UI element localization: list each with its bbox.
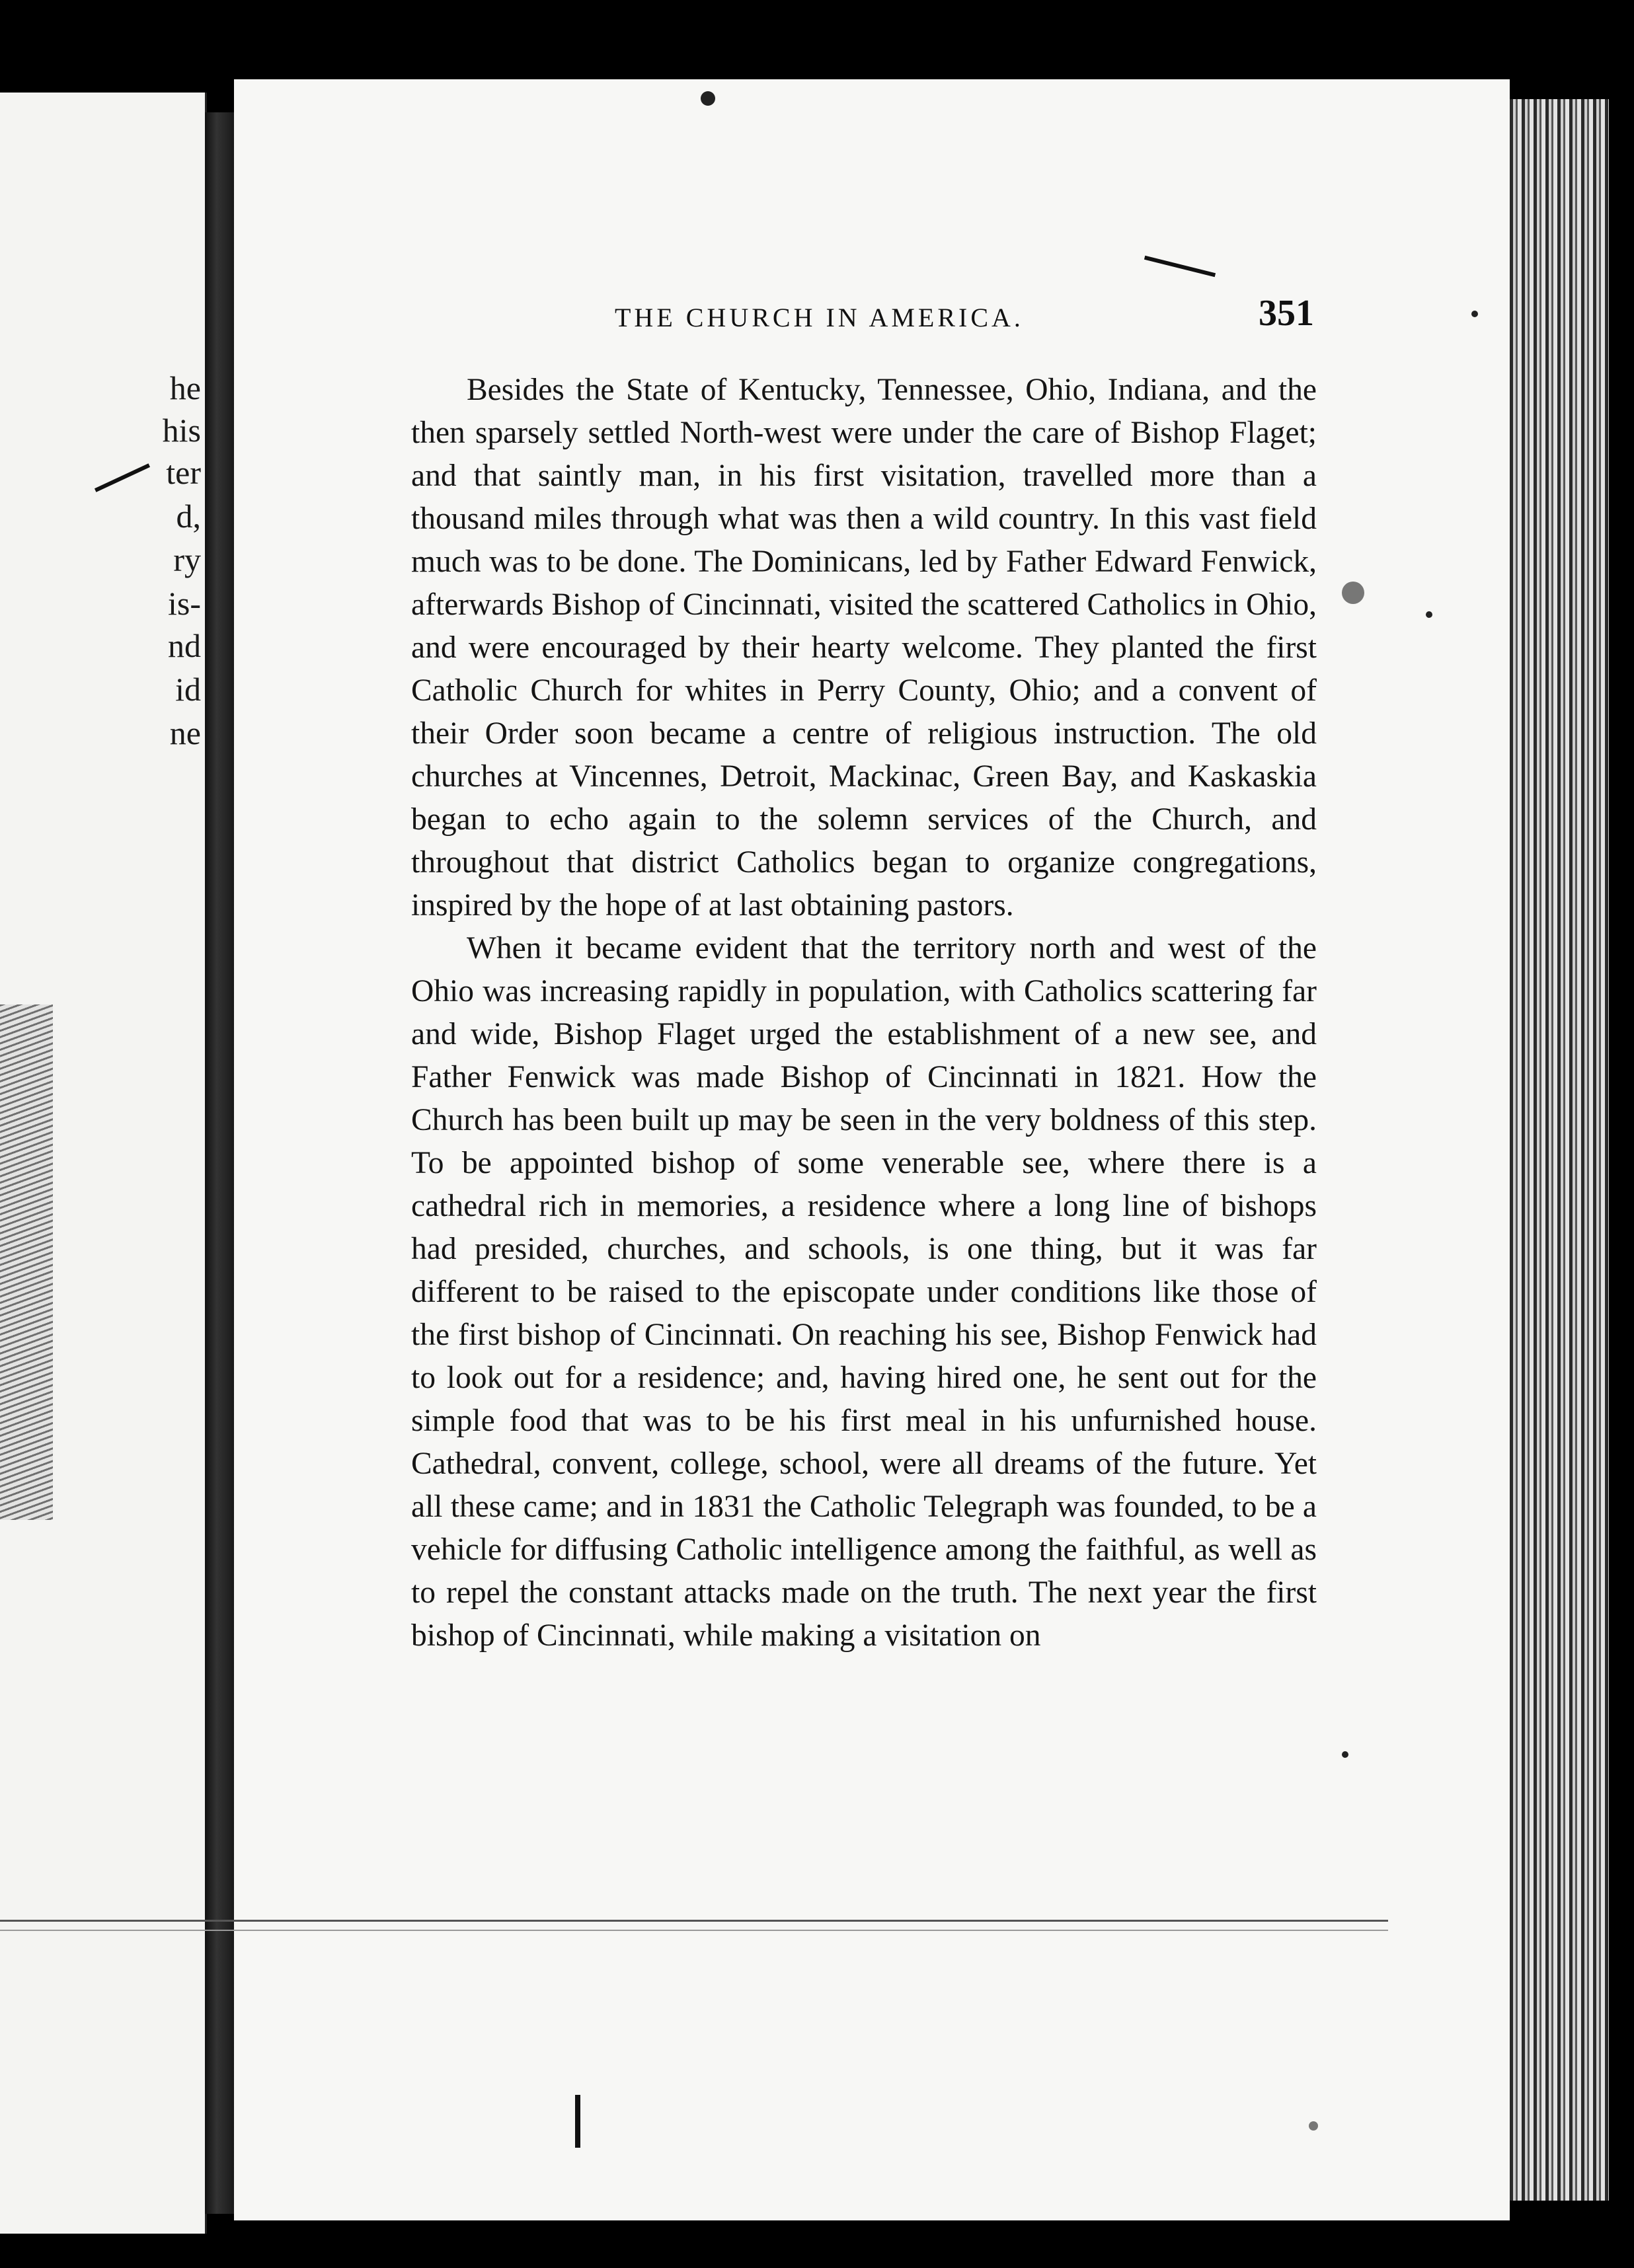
running-head: THE CHURCH IN AMERICA. [615, 303, 1024, 332]
scan-speck [701, 91, 715, 106]
page-number: 351 [1259, 293, 1314, 334]
left-page-fragment: his [162, 412, 201, 449]
scan-speck [1426, 611, 1432, 618]
left-page-fragment: he [169, 369, 201, 406]
paragraph: When it became evident that the territory north and west of the Ohio was increasing rapidly in population, with Catholics scattering far and wide, Bishop Flaget urged the establishment of a new see, and Father Fenwick was made Bishop of Cincinnati in 1821. How the Church has been built up may be seen in the very boldness of this step. To be appointed bishop of some venerable see, where there is a cathedral rich in memories, a residence where a long line of bishops had presided, churches, and schools, is one thing, but it was far different to be raised to the episcopate under conditions like those of the first bishop of Cincinnati. On reaching his see, Bishop Fenwick had to look out for a residence; and, having hired one, he sent out for the simple food that was to be his first meal in his unfurnished house. Cathedral, convent, college, school, were all dreams of the future. Yet all these came; and in 1831 the Catholic Telegraph was founded, to be a vehicle for diffusing Catholic intelligence among the faithful, as well as to repel the constant attacks made on the truth. The next year the first bishop of Cincinnati, while making a visitation on [411, 931, 1317, 1653]
scan-line [0, 1920, 1388, 1922]
left-page-fragment: is- [168, 585, 201, 622]
left-page [0, 93, 207, 2234]
engraving-illustration [0, 1004, 53, 1520]
left-page-fragment: nd [168, 627, 201, 664]
scan-speck [1471, 311, 1478, 317]
left-page-fragment: ne [169, 714, 201, 751]
page-edges [1510, 99, 1609, 2201]
scan-speck [1309, 2121, 1318, 2131]
scan-line [0, 1930, 1388, 1931]
book-gutter [205, 112, 234, 2214]
left-page-fragment: d, [176, 498, 201, 535]
scan-speck [1342, 1751, 1348, 1758]
left-page-fragment: ry [173, 541, 201, 578]
body-text [411, 369, 1317, 1657]
left-page-fragment: id [175, 671, 201, 708]
paragraph: Besides the State of Kentucky, Tennessee, Ohio, Indiana, and the then sparsely settled North-west were under the care of Bishop Flaget; and that saintly man, in his first visitation, travelled more than a thousand miles through what was then a wild country. In this vast field much was to be done. The Dominicans, led by Father Edward Fenwick, afterwards Bishop of Cincinnati, visited the scattered Catholics in Ohio, and were encouraged by their hearty welcome. They planted the first Catholic Church for whites in Perry County, Ohio; and a convent of their Order soon became a centre of religious instruction. The old churches at Vincennes, Detroit, Mackinac, Green Bay, and Kaskaskia began to echo again to the solemn services of the Church, and throughout that district Catholics began to organize congregations, inspired by the hope of at last obtaining pastors. [411, 373, 1317, 923]
left-page-fragment: ter [166, 454, 201, 491]
scan-mark [575, 2095, 580, 2148]
scan-speck [1342, 582, 1364, 604]
